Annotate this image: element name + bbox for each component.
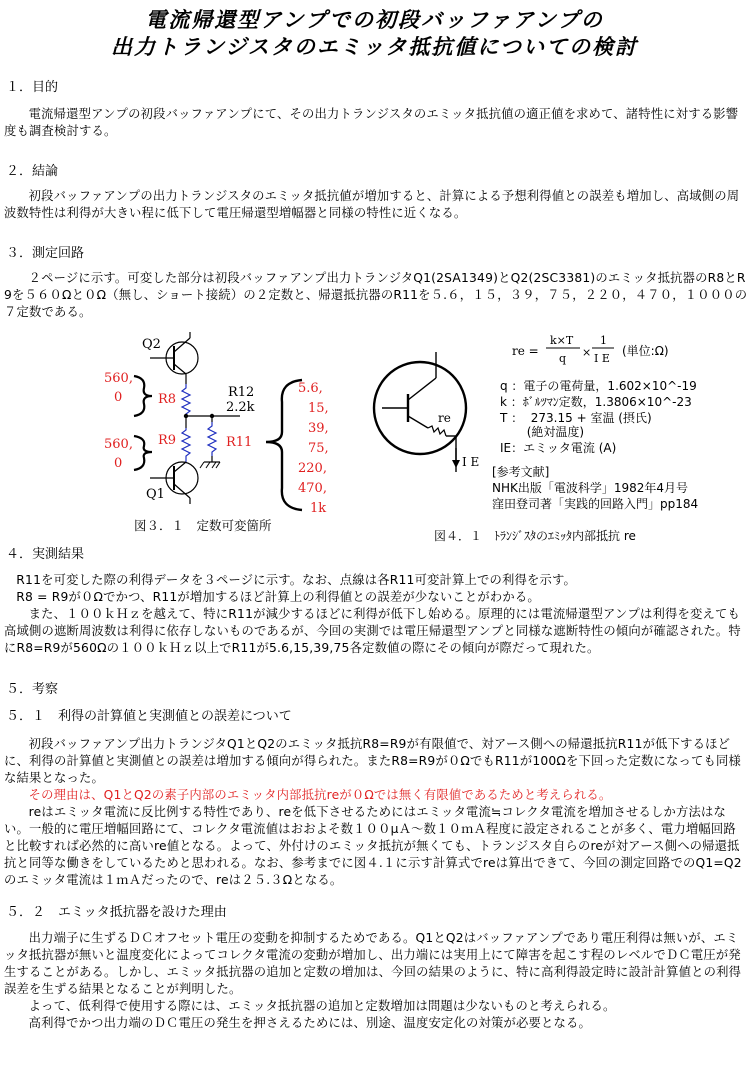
- section-5-2-text-3: 高利得でかつ出力端のＤＣ電圧の発生を押さえるためには、別途、温度安定化の対策が必要となる。: [28, 1016, 591, 1030]
- def-k: k ：ﾎﾞﾙﾂﾏﾝ定数，1.3806×10^-23: [500, 395, 692, 409]
- r9-label: R9: [158, 433, 177, 448]
- section-5-1-text-1: 初段バッファアンプ出力トランジタQ1とQ2のエミッタ抵抗R8=R9が有限値で、対アース側への帰還抵抗R11が低下するほどに、利得の計算値と実測値との誤差は増加する傾向が得られた。またR8=R9が０ΩでもR11が100Ωを下回った定数になっても同様な結果となった。: [4, 737, 741, 785]
- section-1-heading: １．目的: [6, 80, 59, 95]
- section-4-text-3: また、１００ｋＨｚを越えて、特にR11が減少するほどに利得が低下し始める。原理的には電流帰還型アンプは利得を変えても高域側の遮断周波数は利得に依存しないものであるが、今回の実測では電圧帰還型アンプと同様な遮断特性の傾向が確認された。特にR8=R9が560Ωの１００ｋＨｚ以上でR11が5.6,15,39,75各定数値の際にその傾向が際だって現れた。: [4, 607, 741, 655]
- def-t: T ： 273.15 + 室温 (摂氏): [500, 411, 652, 425]
- section-5-1-highlight: その理由は、Q1とQ2の素子内部のエミッタ内部抵抗reが０Ωでは無く有限値であるためと考えられる。: [28, 788, 612, 802]
- r9-resistor: [182, 428, 190, 462]
- r8-value-2: 0: [114, 390, 123, 405]
- r11-value: 15,: [308, 401, 329, 416]
- r11-value: 220,: [298, 461, 327, 476]
- section-4-heading: ４．実測結果: [6, 547, 85, 562]
- section-4-text-1: R11を可変した際の利得データを３ページに示す。なお、点線は各R11可変計算上での利得を示す。: [16, 573, 577, 587]
- q2-label: Q2: [142, 337, 161, 352]
- page-title: [0, 6, 749, 60]
- r8-value-1: 560,: [104, 371, 133, 386]
- r11-value: 5.6,: [298, 381, 323, 396]
- figure-4-1-caption: 図４．１ ﾄﾗﾝｼﾞｽﾀのｴﾐｯﾀ内部抵抗 re: [434, 529, 636, 543]
- title-line-1: 電流帰還型アンプでの初段バッファアンプの: [145, 7, 604, 32]
- section-3-heading: ３．測定回路: [6, 246, 85, 261]
- formula-one: 1: [600, 334, 607, 347]
- section-5-2-text-2: よって、低利得で使用する際には、エミッタ抵抗器の追加と定数増加は問題は少ないものと考えられる。: [28, 999, 616, 1013]
- section-5-1-heading: ５．１ 利得の計算値と実測値との誤差について: [6, 709, 292, 724]
- figure-3-1: [90, 332, 350, 540]
- formula-times: ×: [582, 346, 592, 359]
- section-3-body: [4, 270, 748, 321]
- r11-label: R11: [226, 435, 253, 450]
- r9-value-2: 0: [114, 456, 123, 471]
- figure-3-1-caption: 図３．１ 定数可変箇所: [134, 518, 272, 533]
- figure-4-1: [352, 332, 748, 546]
- reference-2: 窪田登司著「実践的回路入門」pp184: [492, 497, 699, 511]
- formula-lhs: re =: [512, 344, 539, 358]
- section-5-1-text-2: reはエミッタ電流に反比例する特性であり、reを低下させるためにはエミッタ電流≒コレクタ電流を増加させるしか方法はない。一般的に電圧増幅回路にて、コレクタ電流値はおおよそ数１００μＡ～数１０ｍＡ程度に設定されることが多く、電力増幅回路と比較すれば必然的に高いre値となる。よって、外付けのエミッタ抵抗が無くても、トランジスタ自らのreが対アース側への帰還抵抗と同等な働きをしているためと思われる。なお、参考までに図４.１に示す計算式でreは算出できて、今回の測定回路でのQ1=Q2のエミッタ電流は１ｍＡだったので、reは２５.３Ωとなる。: [4, 805, 742, 887]
- formula-kt: k×T: [550, 334, 574, 347]
- r11-value: 75,: [308, 441, 329, 456]
- r11-value: 1k: [310, 501, 327, 516]
- section-3-text: ２ページに示す。可変した部分は初段バッファアンプ出力トランジタQ1(2SA1349)とQ2(2SC3381)のエミッタ抵抗器のR8とR9を５６０Ωと０Ω（無し、ショート接続）の２定数と、帰還抵抗器のR11を５.６，１５，３９，７５，２２０，４７０，１０００の７定数である。: [4, 271, 748, 319]
- reference-title: [参考文献]: [492, 465, 550, 479]
- r11-values: [298, 381, 329, 516]
- section-1-body: [4, 106, 748, 140]
- formula-ie: I E: [594, 352, 610, 365]
- section-5-heading: ５．考察: [6, 682, 59, 697]
- def-q: q ：電子の電荷量，1.602×10^-19: [500, 379, 697, 393]
- section-5-2-body: [4, 930, 748, 1032]
- section-2-heading: ２．結論: [6, 164, 59, 179]
- r8-label: R8: [158, 392, 177, 407]
- r12-label: R12: [228, 385, 255, 400]
- section-4-body: [4, 572, 748, 657]
- r11-resistor: [208, 422, 216, 456]
- def-t2: (絶対温度): [500, 425, 585, 439]
- r12-value: 2.2k: [226, 400, 255, 415]
- section-5-2-heading: ５．２ エミッタ抵抗器を設けた理由: [6, 905, 227, 920]
- section-2-text: 初段バッファアンプの出力トランジスタのエミッタ抵抗値が増加すると、計算による予想利得値との誤差も増加し、高域側の周波数特性は利得が大きい程に低下して電圧帰還型増幅器と同様の特性に近くなる。: [4, 189, 740, 220]
- section-2-body: [4, 188, 748, 222]
- section-1-text: 電流帰還型アンプの初段バッファアンプにて、その出力トランジスタのエミッタ抵抗値の適正値を求めて、諸特性に対する影響度も調査検討する。: [4, 107, 739, 138]
- reference-1: NHK出版「電波科学」1982年4月号: [492, 481, 689, 495]
- ie-arrow-label: I E: [462, 455, 480, 469]
- section-5-1-body: [4, 736, 748, 889]
- title-line-2: 出力トランジスタのエミッタ抵抗値についての検討: [110, 34, 638, 59]
- def-ie: IE：エミッタ電流 (A): [500, 441, 617, 455]
- q1-label: Q1: [146, 487, 165, 502]
- section-5-2-text-1: 出力端子に生ずるＤＣオフセット電圧の変動を抑制するためである。Q1とQ2はバッファアンプであり電圧利得は無いが、エミッタ抵抗器が無いと温度変化によってコレクタ電流の変動が増加し、出力端には実用上にて障害を起こす程のレベルでＤＣ電圧が発生することがある。しかし、エミッタ抵抗器の追加と定数の増加は、今回の結果のように、特に高利得設定時に設計計算値との利得誤差を生ずる結果となることが判明した。: [4, 931, 742, 996]
- r9-value-1: 560,: [104, 437, 133, 452]
- r11-value: 470,: [298, 481, 327, 496]
- r8-resistor: [182, 384, 190, 418]
- re-label: re: [438, 411, 451, 425]
- formula-unit: (単位:Ω): [622, 344, 669, 358]
- r11-value: 39,: [308, 421, 329, 436]
- formula-q: q: [559, 352, 567, 365]
- section-4-text-2: R8 = R9が０Ωでかつ、R11が増加するほど計算上の利得値との誤差が少ないことがわかる。: [16, 590, 540, 604]
